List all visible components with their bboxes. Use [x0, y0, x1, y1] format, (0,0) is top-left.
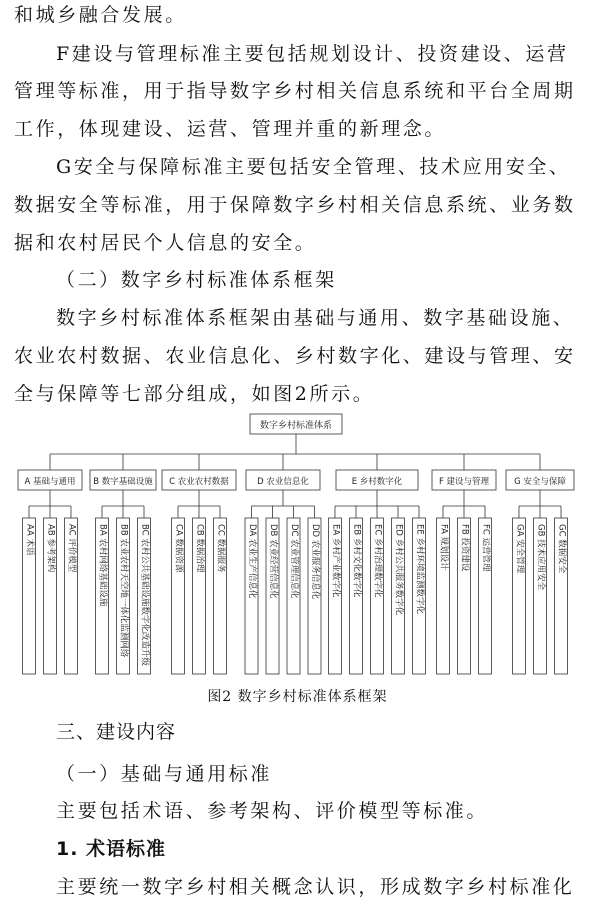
- leaf-label: EE 乡村环境监测数字化: [414, 524, 425, 614]
- paragraph-line: 数字乡村标准体系框架由基础与通用、数字基础设施、: [56, 307, 575, 329]
- paragraph-line: 据和农村居民个人信息的安全。: [14, 232, 317, 254]
- leaf-label: AB 参考架构: [45, 524, 56, 573]
- leaf-label: DD 农业服务信息化: [310, 524, 320, 600]
- section-heading: 三、建设内容: [56, 721, 177, 743]
- paragraph-line: F建设与管理标准主要包括规划设计、投资建设、运营: [56, 43, 569, 65]
- leaf-label: GA 安全管理: [514, 524, 525, 574]
- leaf-label: FC 运营管理: [480, 524, 491, 572]
- leaf-label: DB 农业经营信息化: [268, 524, 278, 599]
- leaf-label: BC 农村公共基础设施数字化改造升级: [139, 524, 150, 666]
- paragraph-line: 全与保障等七部分组成，如图2所示。: [14, 383, 375, 405]
- leaf-label: DC 农业管理信息化: [289, 524, 299, 599]
- leaf-label: FA 规划设计: [438, 524, 449, 571]
- leaf-label: CA 数据资源: [173, 524, 184, 573]
- leaf-label: AC 评价模型: [66, 524, 77, 573]
- leaf-label: CB 数据治理: [194, 524, 205, 573]
- paragraph-line: 数据安全等标准，用于保障数字乡村相关信息系统、业务数: [14, 194, 576, 216]
- leaf-label: EC 乡村治理数字化: [372, 524, 383, 598]
- paragraph-line: 和城乡融合发展。: [14, 4, 187, 26]
- leaf-label: BA 农村网络基础设施: [97, 524, 108, 607]
- paragraph-line: G安全与保障标准主要包括安全管理、技术应用安全、: [56, 156, 571, 178]
- leaf-label: GB 技术应用安全: [535, 524, 546, 591]
- paragraph-line: 主要包括术语、参考架构、评价模型等标准。: [56, 800, 489, 822]
- category-label: G 安全与保障: [514, 477, 566, 487]
- paragraph-line: 农业农村数据、农业信息化、乡村数字化、建设与管理、安: [14, 345, 576, 367]
- paragraph-line: 主要统一数字乡村相关概念认识，形成数字乡村标准化: [56, 876, 575, 898]
- leaf-label: EB 乡村文化数字化: [351, 524, 362, 598]
- category-label: E 乡村数字化: [351, 477, 403, 487]
- figure-caption: 图2 数字乡村标准体系框架: [207, 689, 388, 705]
- leaf-label: EA 乡村产业数字化: [330, 524, 341, 598]
- section-subheading: （一）基础与通用标准: [56, 763, 273, 785]
- category-label: D 农业信息化: [257, 477, 309, 487]
- category-label: C 农业农村数据: [169, 477, 229, 487]
- leaf-label: GC 数据安全: [556, 524, 567, 574]
- section-subheading: （二）数字乡村标准体系框架: [56, 269, 337, 291]
- paragraph-line: 管理等标准，用于指导数字乡村相关信息系统和平台全周期: [14, 80, 576, 102]
- leaf-label: AA 术语: [24, 524, 35, 556]
- paragraph-line: 工作，体现建设、运营、管理并重的新理念。: [14, 118, 447, 140]
- leaf-label: ED 乡村公共服务数字化: [393, 524, 404, 616]
- leaf-label: BB 农业农村天空地一体化监测网络: [118, 524, 129, 658]
- leaf-label: FB 投资建设: [459, 524, 470, 572]
- category-label: F 建设与管理: [438, 477, 490, 487]
- category-label: A 基础与通用: [24, 477, 76, 487]
- root-label: 数字乡村标准体系: [259, 421, 333, 431]
- leaf-label: DA 农业生产信息化: [247, 524, 257, 599]
- item-heading: 1. 术语标准: [56, 838, 167, 860]
- framework-diagram: [0, 410, 595, 682]
- category-label: B 数字基础设施: [93, 477, 153, 487]
- leaf-label: CC 数据服务: [215, 524, 226, 573]
